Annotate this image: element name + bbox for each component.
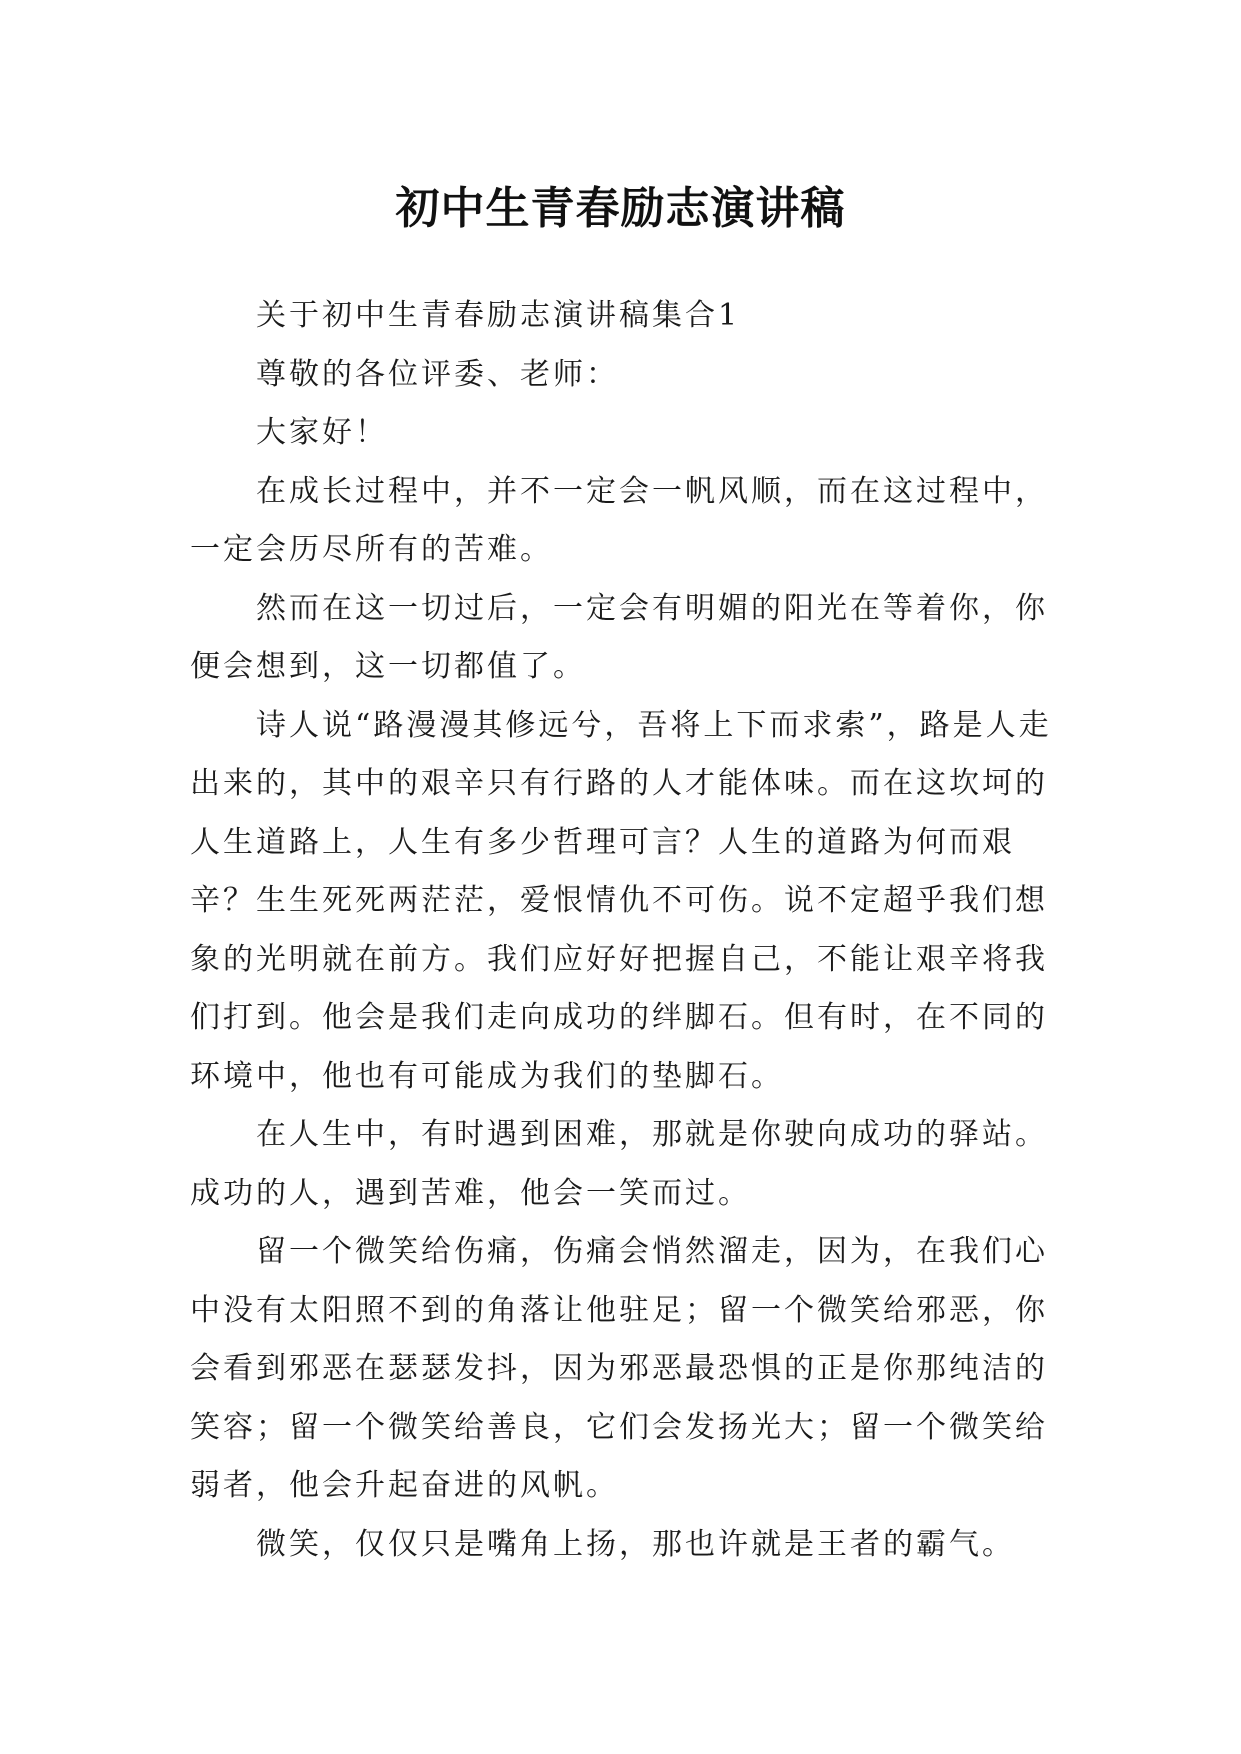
paragraph: 诗人说“路漫漫其修远兮，吾将上下而求索”，路是人走出来的，其中的艰辛只有行路的人才能体味。而在这坎坷的人生道路上，人生有多少哲理可言？人生的道路为何而艰辛？生生死死两茫茫，爱恨情仇不可伤。说不定超乎我们想象的光明就在前方。我们应好好把握自己，不能让艰辛将我们打到。他会是我们走向成功的绊脚石。但有时，在不同的环境中，他也有可能成为我们的垫脚石。 <box>190 707 1052 1094</box>
paragraph: 在人生中，有时遇到困难，那就是你驶向成功的驿站。成功的人，遇到苦难，他会一笑而过。 <box>190 1117 1048 1211</box>
paragraph: 微笑，仅仅只是嘴角上扬，那也许就是王者的霸气。 <box>256 1526 1015 1562</box>
paragraph: 然而在这一切过后，一定会有明媚的阳光在等着你，你便会想到，这一切都值了。 <box>190 590 1048 684</box>
document-body <box>190 287 1080 1574</box>
paragraph-salutation: 尊敬的各位评委、老师： <box>256 356 619 392</box>
document-title: 初中生青春励志演讲稿 <box>395 183 846 235</box>
paragraph-heading-line: 关于初中生青春励志演讲稿集合1 <box>256 298 741 333</box>
paragraph: 留一个微笑给伤痛，伤痛会悄然溜走，因为，在我们心中没有太阳照不到的角落让他驻足；留一个微笑给邪恶，你会看到邪恶在瑟瑟发抖，因为邪恶最恐惧的正是你那纯洁的笑容；留一个微笑给善良，它们会发扬光大；留一个微笑给弱者，他会升起奋进的风帆。 <box>190 1234 1048 1503</box>
paragraph: 在成长过程中，并不一定会一帆风顺，而在这过程中，一定会历尽所有的苦难。 <box>190 473 1048 567</box>
paragraph-greeting: 大家好！ <box>256 415 388 450</box>
